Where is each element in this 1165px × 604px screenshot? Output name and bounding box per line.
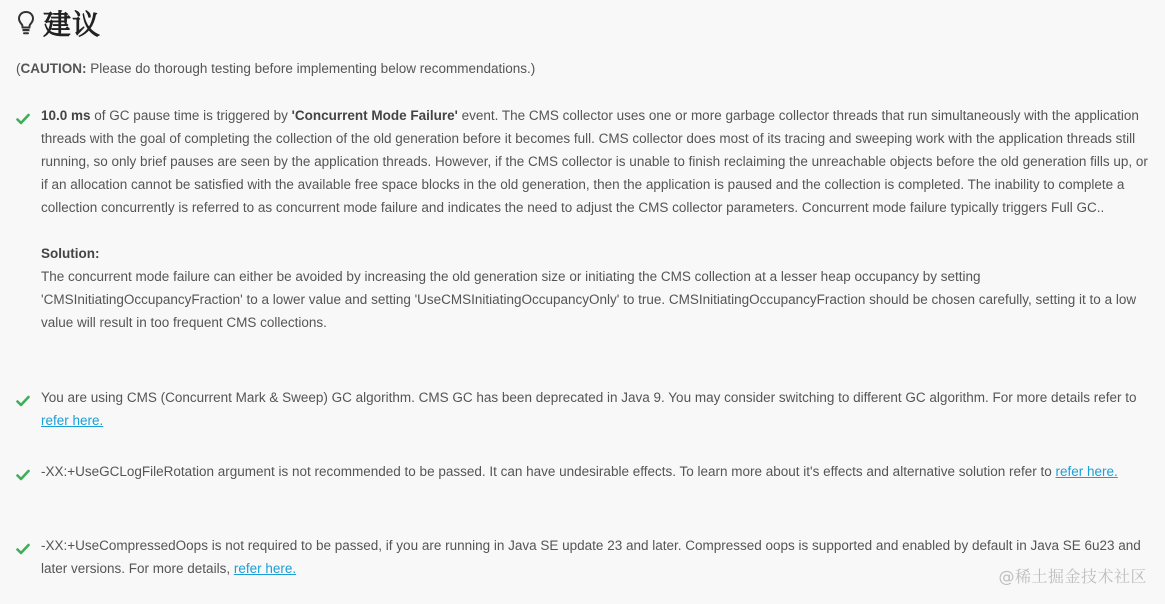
check-icon	[16, 391, 30, 403]
rec-text: -XX:+UseGCLogFileRotation argument is not recommended to be passed. It can have undesirable effects. To learn more about it's effects and alternative solution refer to	[41, 464, 1056, 479]
rec-text: of GC pause time is triggered by	[90, 108, 292, 123]
check-icon	[16, 539, 30, 551]
recommendation-text	[41, 386, 1156, 432]
check-icon	[16, 109, 30, 121]
recommendation-item	[16, 460, 1156, 483]
rec-text: You are using CMS (Concurrent Mark & Sweep) GC algorithm. CMS GC has been deprecated in Java 9. You may consider switching to different GC algorithm. For more details refer to	[41, 390, 1137, 405]
recommendation-item	[16, 104, 1156, 334]
page-title: 建议	[43, 8, 102, 41]
lightbulb-icon	[15, 8, 37, 38]
event-name: 'Concurrent Mode Failure'	[291, 108, 458, 123]
solution-block	[41, 242, 1156, 334]
caution-open-paren: (	[16, 61, 21, 76]
section-header	[15, 3, 101, 43]
watermark: @稀土掘金技术社区	[998, 567, 1147, 586]
recommendation-item	[16, 386, 1156, 432]
pause-time-value: 10.0 ms	[41, 108, 91, 123]
rec-text: -XX:+UseCompressedOops is not required to be passed, if you are running in Java SE update 23 and later. Compressed oops is supported and enabled by default in Java SE 6u23 and later versions. For more details,	[41, 538, 1141, 576]
rec-text: event. The CMS collector uses one or more garbage collector threads that run simultaneously with the application threads with the goal of completing the collection of the old generation before it becomes full. CMS collector does most of its tracing and sweeping work with the application threads still running, so only brief pauses are seen by the application threads. However, if the CMS collector is unable to finish reclaiming the unreachable objects before the old generation fills up, or if an allocation cannot be satisfied with the available free space blocks in the old generation, then the application is paused and the collection is completed. The inability to complete a collection concurrently is referred to as concurrent mode failure and indicates the need to adjust the CMS collector parameters. Concurrent mode failure typically triggers Full GC..	[41, 108, 1148, 215]
check-icon	[16, 465, 30, 477]
refer-here-link[interactable]: refer here.	[233, 561, 297, 576]
caution-label: CAUTION:	[20, 61, 87, 76]
recommendation-item	[16, 534, 1156, 580]
refer-here-link[interactable]: refer here.	[41, 413, 104, 428]
solution-label: Solution:	[41, 246, 100, 261]
recommendation-text	[41, 104, 1156, 334]
solution-text: The concurrent mode failure can either be avoided by increasing the old generation size or initiating the CMS collection at a lesser heap occupancy by setting 'CMSInitiatingOccupancyFraction' to a lower value and setting 'UseCMSInitiatingOccupancyOnly' to true. CMSInitiatingOccupancyFraction should be chosen carefully, setting it to a low value will result in too frequent CMS collections.	[41, 269, 1137, 330]
recommendation-text	[41, 534, 1156, 580]
caution-note	[16, 61, 535, 76]
caution-text: Please do thorough testing before implementing below recommendations.)	[86, 61, 536, 76]
refer-here-link[interactable]: refer here.	[1055, 464, 1118, 479]
recommendation-text	[41, 460, 1156, 483]
